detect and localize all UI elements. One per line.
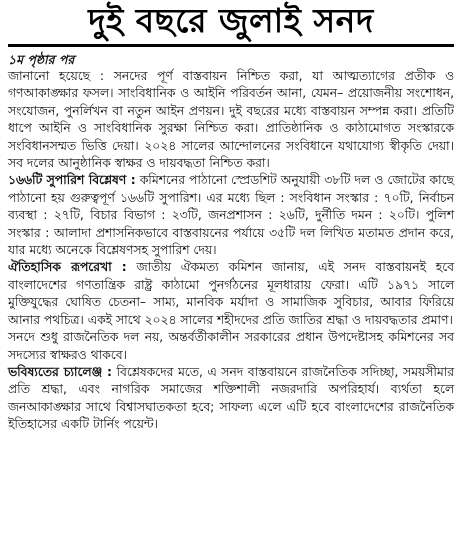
headline-rule xyxy=(8,44,454,47)
paragraph-heading: ঐতিহাসিক রূপরেখা : xyxy=(8,260,127,275)
paragraph-text: জাতীয় ঐকমত্য কমিশন জানায়, এই সনদ বাস্তবায়নই হবে বাংলাদেশের গণতান্ত্রিক রাষ্ট্র কাঠামো পুনর্গঠনের মূলধারায় ফেরা। এটি ১৯৭১ সালে মুক্তিযুদ্ধের ঘোষিত চেতনা– সাম্য, মানবিক মর্যাদা ও সামাজিক সুবিচার, আবার ফিরিয়ে আনার পথচিত্র। একই সাথে ২০২৪ সালের শহীদদের প্রতি জাতির শ্রদ্ধা ও দায়বদ্ধতার প্রমাণ। xyxy=(8,260,454,327)
article-paragraph xyxy=(8,364,454,434)
paragraph-heading: ভবিষ্যতের চ্যালেঞ্জ : xyxy=(8,364,112,379)
paragraph-text: সনদে শুধু রাজনৈতিক দল নয়, অন্তর্বর্তীকালীন সরকারের প্রধান উপদেষ্টাসহ কমিশনের সব সদস্যের স্বাক্ষরও থাকবে। xyxy=(8,330,454,362)
paragraph-heading: ১৬৬টি সুপারিশ বিশ্লেষণ : xyxy=(8,173,136,188)
article-paragraph xyxy=(8,329,454,364)
article-paragraph xyxy=(8,259,454,329)
paragraph-text: বিশ্লেষকদের মতে, এ সনদ বাস্তবায়নে রাজনৈতিক সদিচ্ছা, সময়সীমার প্রতি শ্রদ্ধা, এবং নাগরিক সমাজের শক্তিশালী নজরদারি অপরিহার্য। ব্যর্থতা হলে জনআকাঙ্ক্ষার সাথে বিশ্বাসঘাতকতা হবে; সাফল্য এলে এটি হবে বাংলাদেশের রাজনৈতিক ইতিহাসের একটি টার্নিং পয়েন্ট। xyxy=(8,364,454,432)
paragraph-text: জানানো হয়েছে : সনদের পূর্ণ বাস্তবায়ন নিশ্চিত করা, যা আত্মত্যাগের প্রতীক ও গণআকাঙ্ক্ষার ফসল। সাংবিধানিক ও আইনি পরিবর্তন আনা, যেমন– প্রয়োজনীয় সংশোধন, সংযোজন, পুনর্লিখন বা নতুন আইন প্রণয়ন। দুই বছরের মধ্যে বাস্তবায়ন সম্পন্ন করা। প্রতিটি ধাপে আইনি ও সাংবিধানিক সুরক্ষা নিশ্চিত করা। প্রাতিষ্ঠানিক ও কাঠামোগত সংস্কারকে সংবিধানসম্মত ভিত্তি দেয়া। ২০২৪ সালের আন্দোলনের সংবিধানে যথাযোগ্য স্বীকৃতি দেয়া। সব দলের আনুষ্ঠানিক স্বাক্ষর ও দায়বদ্ধতা নিশ্চিত করা। xyxy=(8,69,454,171)
article-paragraph xyxy=(8,172,454,259)
paragraph-text: কমিশনের পাঠানো স্প্রেডশিট অনুযায়ী ৩৮টি দল ও জোটের কাছে পাঠানো হয় গুরুত্বপূর্ণ ১৬৬টি সুপারিশ। এর মধ্যে ছিল : সংবিধান সংস্কার : ৭০টি, নির্বাচন ব্যবস্থা : ২৭টি, বিচার বিভাগ : ২৩টি, জনপ্রশাসন : ২৬টি, দুর্নীতি দমন : ২০টি। পুলিশ সংস্কার : আলাদা প্রশাসনিকভাবে বাস্তবায়নের পর্যায়ে ৩৫টি দল লিখিত মতামত প্রদান করে, যার মধ্যে অনেকে বিশ্লেষণসহ সুপারিশ দেয়। xyxy=(8,173,454,258)
article-headline: দুই বছরে জুলাই সনদ xyxy=(88,1,374,40)
article-paragraph xyxy=(8,68,454,172)
continued-label: ১ম পৃষ্ঠার পর xyxy=(8,52,75,67)
